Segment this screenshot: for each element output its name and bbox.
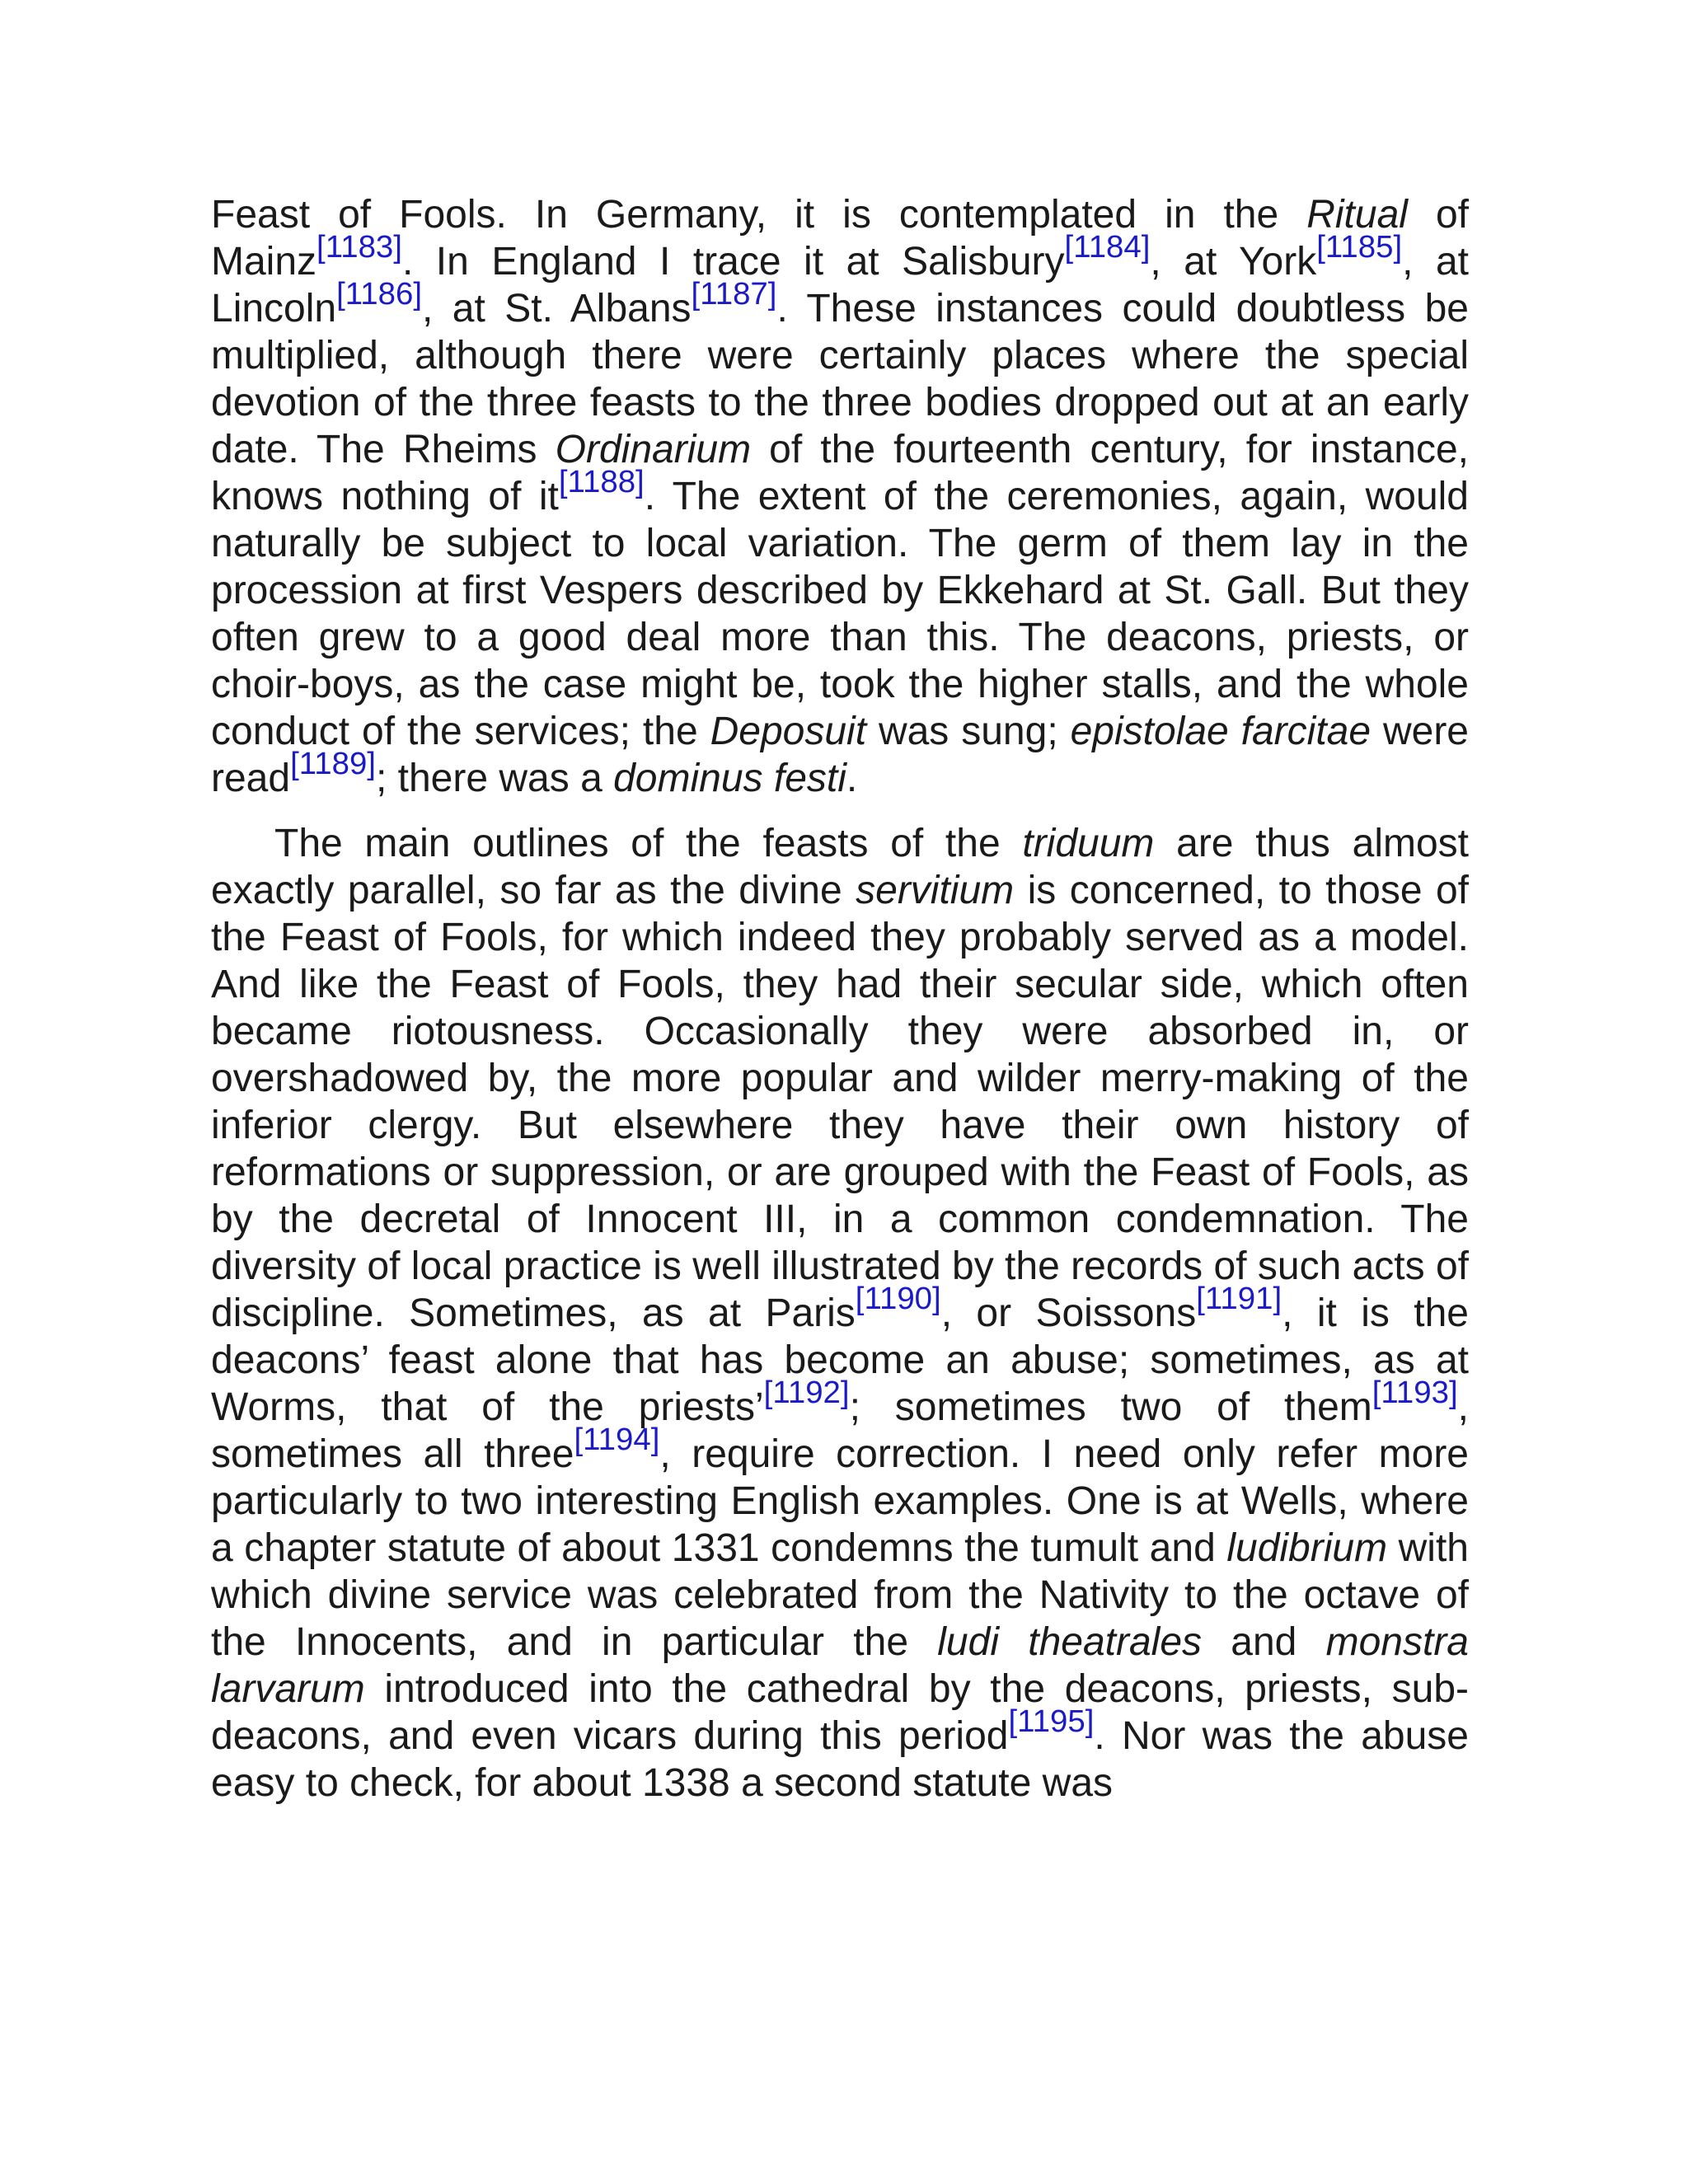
body-text: with which divine service was celebrated from the Nativity to the octave of the Innocents, and in particular the	[211, 1526, 1469, 1664]
body-text: The main outlines of the feasts of the	[274, 822, 1023, 865]
body-text: , require correction. I need only refer more particularly to two interesting English examples. One is at Wells, where a chapter statute of about 1331 condemns the tumult and	[211, 1432, 1469, 1570]
body-text: , sometimes all three	[211, 1385, 1469, 1476]
italic-text: ludibrium	[1226, 1526, 1388, 1570]
italic-text: Deposuit	[710, 710, 867, 753]
body-text: ; sometimes two of them	[849, 1385, 1372, 1429]
body-text: , at St. Albans	[422, 287, 692, 330]
body-text: , or Soissons	[940, 1291, 1197, 1335]
footnote-link[interactable]: [1191]	[1196, 1280, 1282, 1316]
footnote-link[interactable]: [1192]	[763, 1374, 850, 1410]
paragraph	[211, 820, 1469, 1807]
footnote-link[interactable]: [1193]	[1372, 1374, 1458, 1410]
body-text: Feast of Fools. In Germany, it is contemplated in the	[211, 193, 1307, 237]
footnote-link[interactable]: [1184]	[1064, 228, 1151, 265]
body-text: of Mainz	[211, 193, 1469, 284]
footnote-link[interactable]: [1183]	[316, 228, 402, 265]
body-text: ; there was a	[375, 757, 614, 800]
body-text: was sung;	[866, 710, 1071, 753]
footnote-link[interactable]: [1195]	[1008, 1703, 1095, 1739]
paragraph	[211, 191, 1469, 802]
footnote-link[interactable]: [1188]	[558, 463, 645, 499]
footnote-link[interactable]: [1190]	[855, 1280, 941, 1316]
italic-text: ludi theatrales	[937, 1620, 1203, 1664]
italic-text: epistolae farcitae	[1070, 710, 1372, 753]
body-text: , it is the deacons’ feast alone that has become an abuse; sometimes, as at Worms, that of the priests’	[211, 1291, 1469, 1429]
italic-text: triduum	[1022, 822, 1155, 865]
body-text: . In England I trace it at Salisbury	[401, 240, 1065, 284]
page-body	[211, 191, 1469, 1807]
body-text: and	[1202, 1620, 1326, 1664]
body-text: . The extent of the ceremonies, again, would naturally be subject to local variation. The germ of them lay in the procession at first Vespers described by Ekkehard at St. Gall. But they often grew to a good deal more than this. The deacons, priests, or choir-boys, as the case might be, took the higher stalls, and the whole conduct of the services; the	[211, 475, 1469, 753]
italic-text: monstra larvarum	[211, 1620, 1469, 1711]
italic-text: servitium	[856, 869, 1015, 912]
footnote-link[interactable]: [1185]	[1316, 228, 1403, 265]
body-text: .	[846, 757, 858, 800]
body-text: introduced into the cathedral by the deacons, priests, sub-deacons, and even vicars during this period	[211, 1667, 1469, 1758]
footnote-link[interactable]: [1187]	[691, 275, 777, 312]
italic-text: Ordinarium	[555, 428, 752, 471]
body-text: of the fourteenth century, for instance, knows nothing of it	[211, 428, 1469, 518]
italic-text: Ritual	[1306, 193, 1408, 237]
body-text: are thus almost exactly parallel, so far as the divine	[211, 822, 1469, 912]
italic-text: dominus festi	[613, 757, 846, 800]
body-text: were read	[211, 710, 1470, 800]
body-text: , at Lincoln	[211, 240, 1470, 330]
body-text: is concerned, to those of the Feast of Fools, for which indeed they probably served as a model. And like the Feast of Fools, they had their secular side, which often became riotousness. Occasionally they were absorbed in, or overshadowed by, the more popular and wilder merry-making of the inferior clergy. But elsewhere they have their own history of reformations or suppression, or are grouped with the Feast of Fools, as by the decretal of Innocent III, in a common condemnation. The diversity of local practice is well illustrated by the records of such acts of discipline. Sometimes, as at Paris	[211, 869, 1469, 1335]
body-text: . Nor was the abuse easy to check, for about 1338 a second statute was	[211, 1714, 1470, 1805]
footnote-link[interactable]: [1189]	[290, 745, 376, 781]
body-text: . These instances could doubtless be multiplied, although there were certainly places where the special devotion of the three feasts to the three bodies dropped out at an early date. The Rheims	[211, 287, 1469, 471]
footnote-link[interactable]: [1186]	[336, 275, 422, 312]
body-text: , at York	[1150, 240, 1317, 284]
footnote-link[interactable]: [1194]	[574, 1421, 660, 1457]
